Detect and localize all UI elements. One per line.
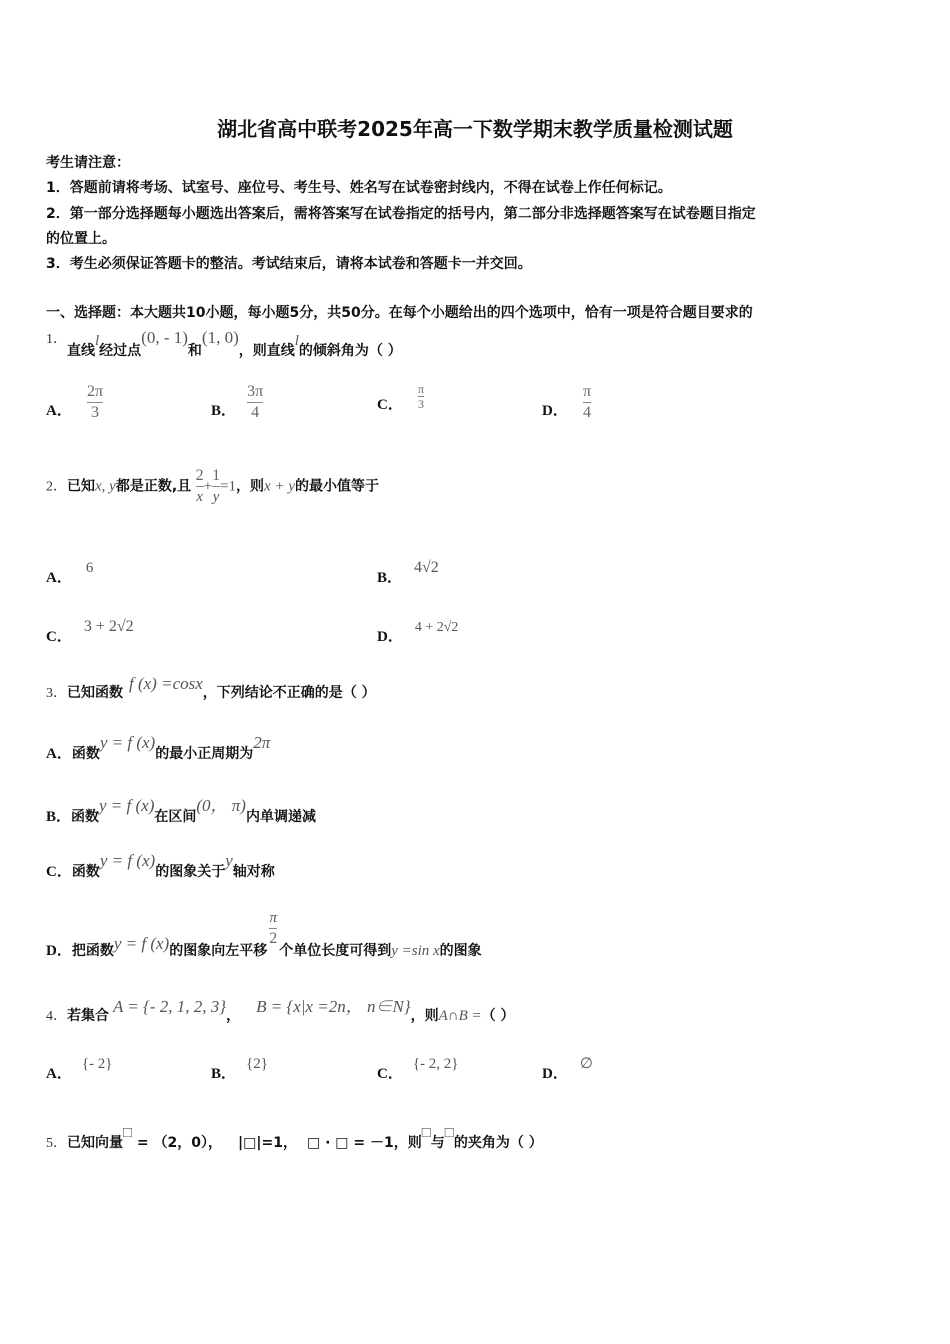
q4-text: 若集合 <box>67 1008 109 1024</box>
q4-set-b: B = {x|x =2n， n∈N} <box>256 997 411 1016</box>
option-label: B． <box>377 570 403 586</box>
option-text: 把函数 <box>71 942 114 959</box>
q2-math: x + y <box>264 478 295 495</box>
option-text: 的图象 <box>439 942 482 959</box>
option-label: C． <box>46 629 72 645</box>
q5-text: |□|=1， <box>238 1135 297 1151</box>
option-text: 函数 <box>71 746 100 762</box>
option-label: B． <box>211 1066 237 1082</box>
page-title: 湖北省高中联考2025年高一下数学期末教学质量检测试题 <box>217 117 733 141</box>
option-math: y = f (x) <box>113 933 170 953</box>
q1-text: ，则直线 <box>238 343 295 359</box>
q3-option-d[interactable] <box>46 908 482 959</box>
fraction: $\frac{2}{x}$ <box>195 467 204 505</box>
question-3 <box>46 674 376 701</box>
section-heading: 一、选择题：本大题共10小题，每小题5分，共50分。在每个小题给出的四个选项中，恰有一项是符合题目要求的 <box>46 305 753 321</box>
q3-option-c[interactable] <box>46 850 275 880</box>
q3-math: f (x) =cosx <box>129 674 203 693</box>
option-label: D． <box>377 629 403 645</box>
q4-option-b[interactable] <box>211 1052 268 1082</box>
question-4 <box>46 992 515 1024</box>
q1-math-l: l <box>95 333 100 349</box>
fraction: $\frac{\pi}{2}$ <box>269 910 278 947</box>
notice-item: 的位置上。 <box>46 231 116 247</box>
notice-item: 3．考生必须保证答题卡的整洁。考试结束后，请将本试卷和答题卡一并交回。 <box>46 256 532 272</box>
q2-text: 的最小值等于 <box>294 478 379 495</box>
option-label: C． <box>377 1066 403 1082</box>
q2-math: x, y <box>95 478 116 495</box>
q2-equals: =1 <box>220 478 237 495</box>
option-math: (0， π) <box>196 796 246 815</box>
q5-text: = （2，0）， <box>132 1135 223 1151</box>
question-2 <box>46 466 379 507</box>
vector-a-symbol: □ <box>123 1125 133 1141</box>
option-value: {- 2, 2} <box>412 1056 459 1072</box>
question-number: 1． <box>46 332 67 347</box>
option-text: 个单位长度可得到 <box>279 942 392 959</box>
option-value: ∅ <box>579 1056 593 1072</box>
option-label: C． <box>377 397 403 413</box>
q1-option-b[interactable] <box>211 382 263 423</box>
fraction: $\frac{3\pi}{4}$ <box>247 383 264 421</box>
q4-text: （ ） <box>481 1008 515 1024</box>
q4-option-c[interactable] <box>377 1052 459 1082</box>
option-label: B． <box>211 403 237 419</box>
option-text: 的图象关于 <box>155 864 226 880</box>
option-label: D． <box>46 942 72 959</box>
vector-b-symbol: □ <box>444 1125 454 1141</box>
option-value: {- 2} <box>81 1056 113 1072</box>
q3-option-b[interactable] <box>46 791 316 825</box>
q2-text: 都是正数,且 <box>115 478 192 495</box>
q1-text: 的倾斜角为（ ） <box>298 343 402 359</box>
fraction: $\frac{\pi}{3}$ <box>417 382 424 411</box>
q2-text: 已知 <box>67 478 95 495</box>
q5-text: 的夹角为（ ） <box>453 1135 543 1151</box>
q3-text: 已知函数 <box>67 685 123 701</box>
option-math: y = f (x) <box>99 796 155 815</box>
option-text: 的最小正周期为 <box>155 746 254 762</box>
q1-math-l: l <box>294 333 299 349</box>
fraction: $\frac{1}{y}$ <box>212 467 221 505</box>
q1-option-d[interactable] <box>542 382 591 423</box>
option-text: 函数 <box>71 864 100 880</box>
question-1 <box>46 328 402 359</box>
q2-option-a[interactable] <box>46 556 94 586</box>
q3-text: ，下列结论不正确的是（ ） <box>202 685 376 701</box>
option-label: A． <box>46 746 72 762</box>
q5-text: 与 <box>430 1135 445 1151</box>
q4-option-a[interactable] <box>46 1052 113 1082</box>
option-label: D． <box>542 403 568 419</box>
option-text: 函数 <box>71 809 100 825</box>
question-5 <box>46 1122 543 1151</box>
option-value: 4 + 2√2 <box>414 620 459 635</box>
q1-text: 直线 <box>67 343 95 359</box>
q5-text: □ · □ = －1，则 <box>306 1135 422 1151</box>
q5-text: 已知向量 <box>67 1135 123 1151</box>
vector-a-symbol: □ <box>421 1125 431 1141</box>
option-value: 6 <box>85 560 94 576</box>
q4-math: A∩B = <box>438 1008 482 1024</box>
option-math: y =sin x <box>391 942 440 959</box>
option-label: C． <box>46 864 72 880</box>
question-number: 4． <box>46 1009 67 1024</box>
q2-option-b[interactable] <box>377 556 439 586</box>
option-math: y = f (x) <box>99 733 156 752</box>
notice-item: 1．答题前请将考场、试室号、座位号、考生号、姓名写在试卷密封线内，不得在试卷上作任何标记。 <box>46 180 672 196</box>
option-text: 的图象向左平移 <box>169 942 268 959</box>
question-number: 2． <box>46 479 67 495</box>
notice-item: 2．第一部分选择题每小题选出答案后，需将答案写在试卷指定的括号内，第二部分非选择题答案写在试卷题目指定 <box>46 206 756 222</box>
option-math: y = f (x) <box>99 851 156 870</box>
q3-option-a[interactable] <box>46 732 271 762</box>
fraction: $\frac{\pi}{4}$ <box>582 383 592 421</box>
q1-option-a[interactable] <box>46 382 103 423</box>
q1-text: 经过点 <box>99 343 142 359</box>
question-number: 3． <box>46 686 67 701</box>
option-math: y <box>225 851 233 870</box>
option-math: 2π <box>253 733 271 752</box>
option-value: 3 + 2√2 <box>83 618 134 635</box>
option-label: A． <box>46 403 72 419</box>
q4-option-d[interactable] <box>542 1052 593 1082</box>
option-value: {2} <box>246 1056 268 1072</box>
notice-heading: 考生请注意： <box>46 155 130 171</box>
option-text: 轴对称 <box>232 864 275 880</box>
q1-option-c[interactable] <box>377 382 424 411</box>
option-label: A． <box>46 1066 72 1082</box>
option-text: 在区间 <box>154 809 197 825</box>
q1-text: 和 <box>187 343 202 359</box>
q2-option-c[interactable] <box>46 615 134 645</box>
q4-text: ，则 <box>410 1008 439 1024</box>
option-text: 内单调递减 <box>245 809 316 825</box>
fraction: $\frac{2\pi}{3}$ <box>86 383 104 421</box>
option-label: B． <box>46 809 72 825</box>
q2-option-d[interactable] <box>377 615 459 645</box>
q1-point-1: (0, - 1) <box>141 328 188 347</box>
q2-text: ，则 <box>236 478 265 495</box>
q4-text: ， <box>226 1008 241 1024</box>
q1-point-2: (1, 0) <box>201 328 239 347</box>
option-label: A． <box>46 570 72 586</box>
option-value: 4√2 <box>414 559 439 576</box>
q4-set-a: A = {- 2, 1, 2, 3} <box>113 997 227 1016</box>
question-number: 5． <box>46 1136 67 1151</box>
option-label: D． <box>542 1066 568 1082</box>
q2-plus: + <box>203 478 213 495</box>
